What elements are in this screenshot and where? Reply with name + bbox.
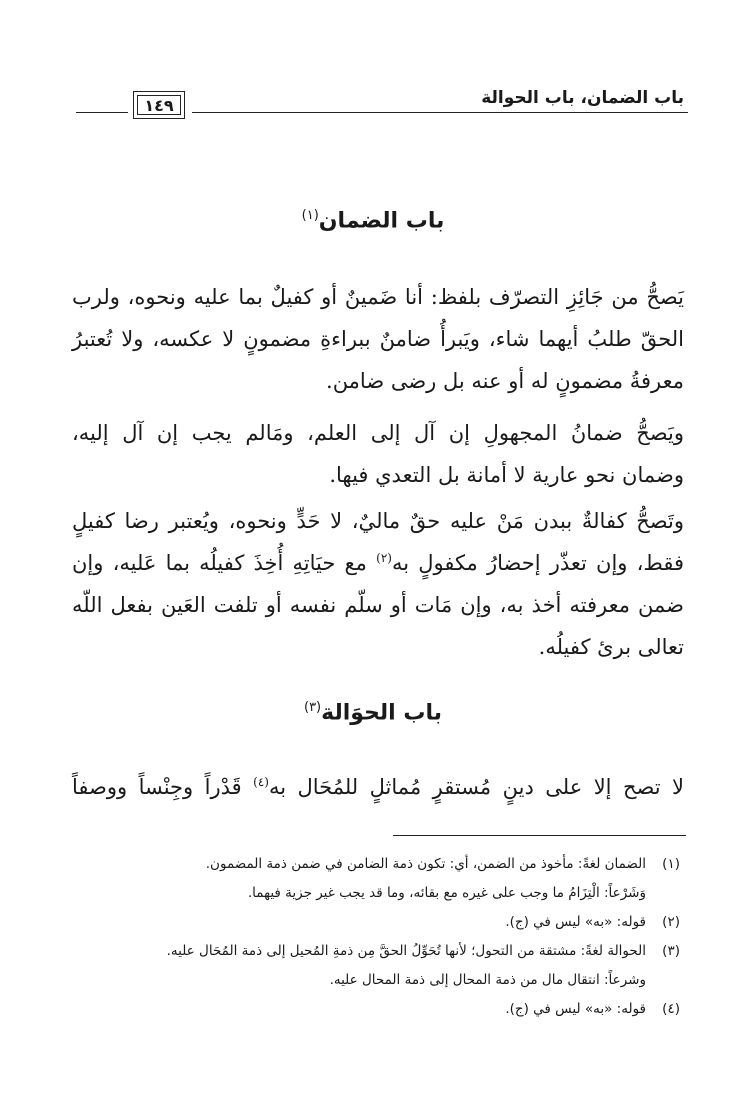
- text-line: وضمان نحو عارية لا أمانة بل التعدي فيها.: [329, 463, 684, 487]
- footnote-text: الحوالة لغةً: مشتقة من التحول؛ لأنها تُحَوِّلُ الحقَّ مِن ذمةِ المُحيل إلى ذمة المُحَال عليه.: [166, 943, 646, 959]
- text-line: ويَصحُّ ضمانُ المجهولِ إن آل إلى العلم، ومَالم يجب إن آل إليه،: [72, 421, 684, 445]
- text-segment: فقط، وإن تعذّر إحضارُ مكفولٍ به: [391, 551, 684, 575]
- page-number-frame: [133, 91, 185, 119]
- section-title: باب الضمان: [318, 208, 445, 234]
- footnote-number: (١): [662, 856, 680, 872]
- header-rule: [192, 112, 688, 113]
- footnote: [72, 937, 680, 966]
- text-line: تعالى برئ كفيلُه.: [538, 635, 684, 659]
- header-rule-short: [76, 112, 128, 113]
- page-number: ١٤٩: [144, 96, 174, 115]
- section-heading-hawala: [0, 700, 746, 725]
- text-line: [72, 766, 684, 808]
- text-segment: مع حيَاتِهِ أُخِذَ كفيلُه بما عَليه، وإن: [72, 551, 367, 575]
- text-segment: قَدْراً وجِنْساً ووصفاً: [72, 775, 242, 799]
- paragraph: [72, 276, 684, 402]
- text-line: ضمن معرفته أخذ به، وإن مَات أو سلّم نفسه أو تلفت العَين بفعل اللّه: [72, 593, 684, 617]
- section-title: باب الحوَالة: [321, 700, 443, 726]
- footnote-ref: (٢): [376, 551, 392, 565]
- running-title: باب الضمان، باب الحوالة: [481, 88, 684, 108]
- footnotes: [72, 850, 680, 1024]
- text-segment: لا تصح إلا على دينٍ مُستقرٍ مُماثلٍ للمُحَال به: [268, 775, 684, 799]
- text-line: يَصحُّ من جَائِزِ التصرّف بلفظ: أنا ضَمينٌ أو كفيلٌ بما عليه ونحوه، ولرب: [72, 285, 684, 309]
- footnote: [72, 850, 680, 879]
- text-line: معرفةُ مضمونٍ له أو عنه بل رضى ضامن.: [326, 369, 684, 393]
- footnote-text: قوله: «به» ليس في (ج).: [505, 1001, 646, 1017]
- footnote-number: (٢): [662, 914, 680, 930]
- text-line: وتَصحُّ كفالةٌ ببدن مَنْ عليه حقٌ ماليٌ، لا حَدٍّ ونحوه، ويُعتبر رضا كفيلٍ: [72, 509, 684, 533]
- footnote-ref: (٣): [303, 700, 322, 715]
- footnote: [72, 908, 680, 937]
- paragraph: [72, 412, 684, 496]
- footnote-separator: [393, 835, 686, 836]
- paragraph: [72, 766, 684, 808]
- footnote-ref: (٤): [253, 775, 269, 789]
- footnote: [72, 995, 680, 1024]
- paragraph: [72, 500, 684, 668]
- section-heading-daman: [0, 208, 746, 233]
- footnote: [72, 879, 680, 908]
- footnote-ref: (١): [301, 208, 319, 223]
- footnote-text: الضمان لغةً: مأخوذ من الضمن، أي: تكون ذمة الضامن في ضمن ذمة المضمون.: [205, 856, 646, 872]
- footnote-number: (٣): [662, 943, 680, 959]
- footnote-text: قوله: «به» ليس في (ج).: [505, 914, 646, 930]
- footnote-number: (٤): [662, 1001, 680, 1017]
- footnote-text: وَشَرْعاً: الْتِزَامُ ما وجب على غيره مع بقائه، وما قد يجب غير جزية فيهما.: [247, 885, 646, 901]
- footnote-text: وشرعاً: انتقال مال من ذمة المحال إلى ذمة المحال عليه.: [329, 972, 646, 988]
- text-line: [72, 542, 684, 584]
- footnote: [72, 966, 680, 995]
- text-line: الحقّ طلبُ أيهما شاء، ويَبرأُ ضامنٌ ببراءةِ مضمونٍ لا عكسه، ولا تُعتبرُ: [72, 327, 684, 351]
